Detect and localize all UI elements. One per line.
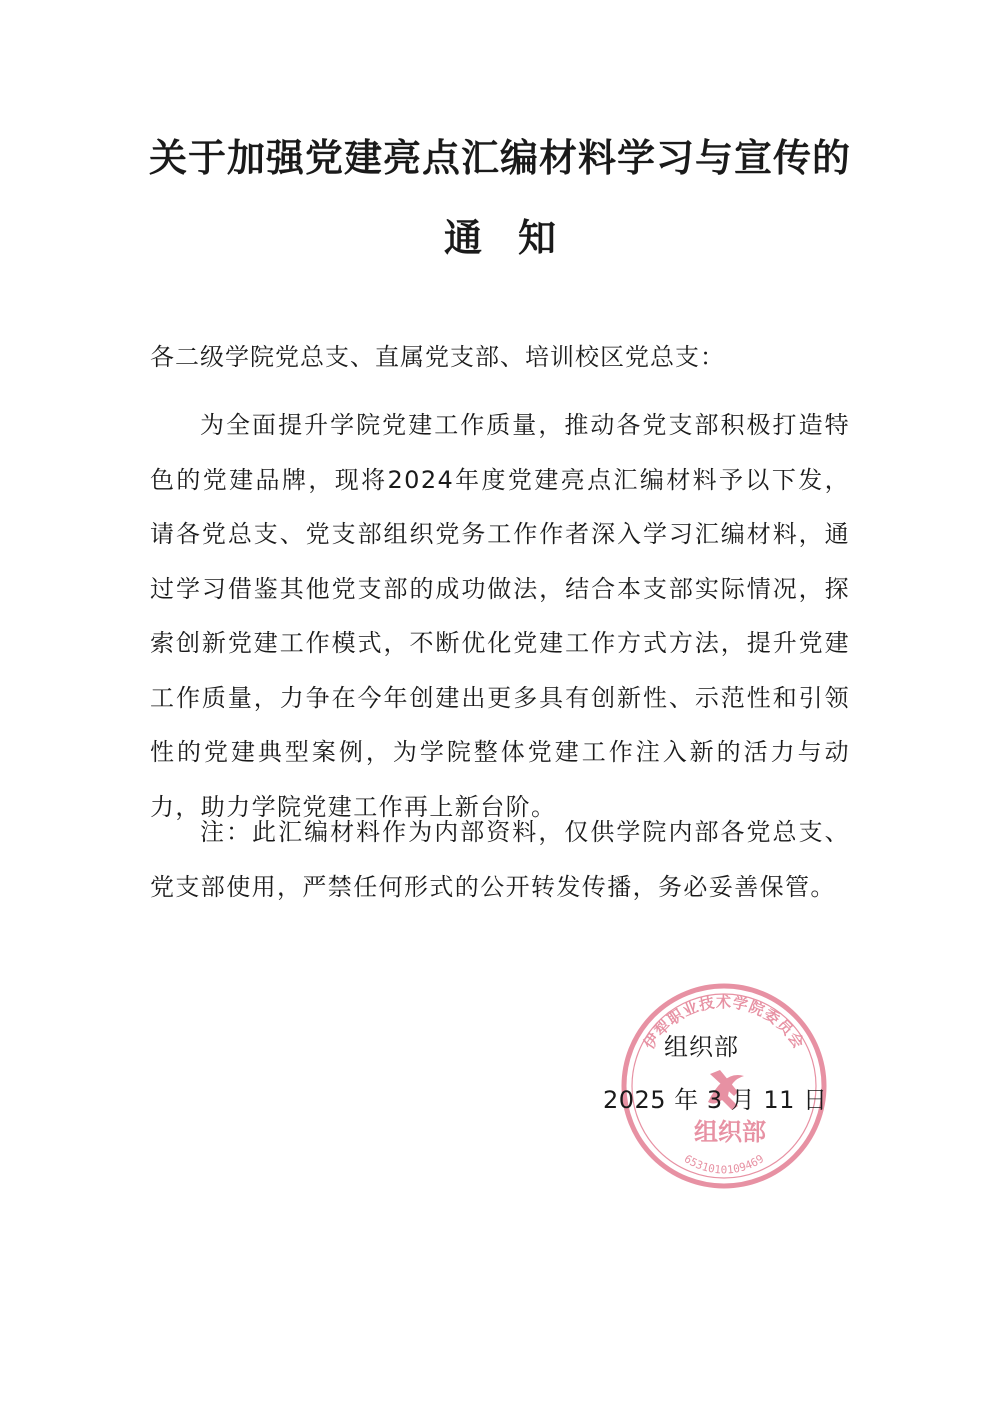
body-paragraph-2: 注：此汇编材料作为内部资料，仅供学院内部各党总支、党支部使用，严禁任何形式的公开转发传播，务必妥善保管。: [150, 818, 850, 901]
salutation: 各二级学院党总支、直属党支部、培训校区党总支：: [150, 343, 725, 371]
body-paragraph-1: 为全面提升学院党建工作质量，推动各党支部积极打造特色的党建品牌，现将2024年度党建亮点汇编材料予以下发，请各党总支、党支部组织党务工作作者深入学习汇编材料，通过学习借鉴其他党支部的成功做法，结合本支部实际情况，探索创新党建工作模式，不断优化党建工作方式方法，提升党建工作质量，力争在今年创建出更多具有创新性、示范性和引领性的党建典型案例，为学院整体党建工作注入新的活力与动力，助力学院党建工作再上新台阶。: [150, 411, 850, 821]
seal-number: 6531010109469: [681, 1152, 767, 1177]
document-title-line1: 关于加强党建亮点汇编材料学习与宣传的: [148, 135, 851, 180]
signature-organization: 组织部: [664, 1033, 739, 1061]
seal-center-text: 组织部: [694, 1117, 766, 1146]
seal-ring-text: 伊犁职业技术学院委员会: [639, 993, 809, 1053]
signature-date: 2025 年 3 月 11 日: [603, 1086, 828, 1114]
document-title-line2: 通知: [443, 215, 592, 260]
